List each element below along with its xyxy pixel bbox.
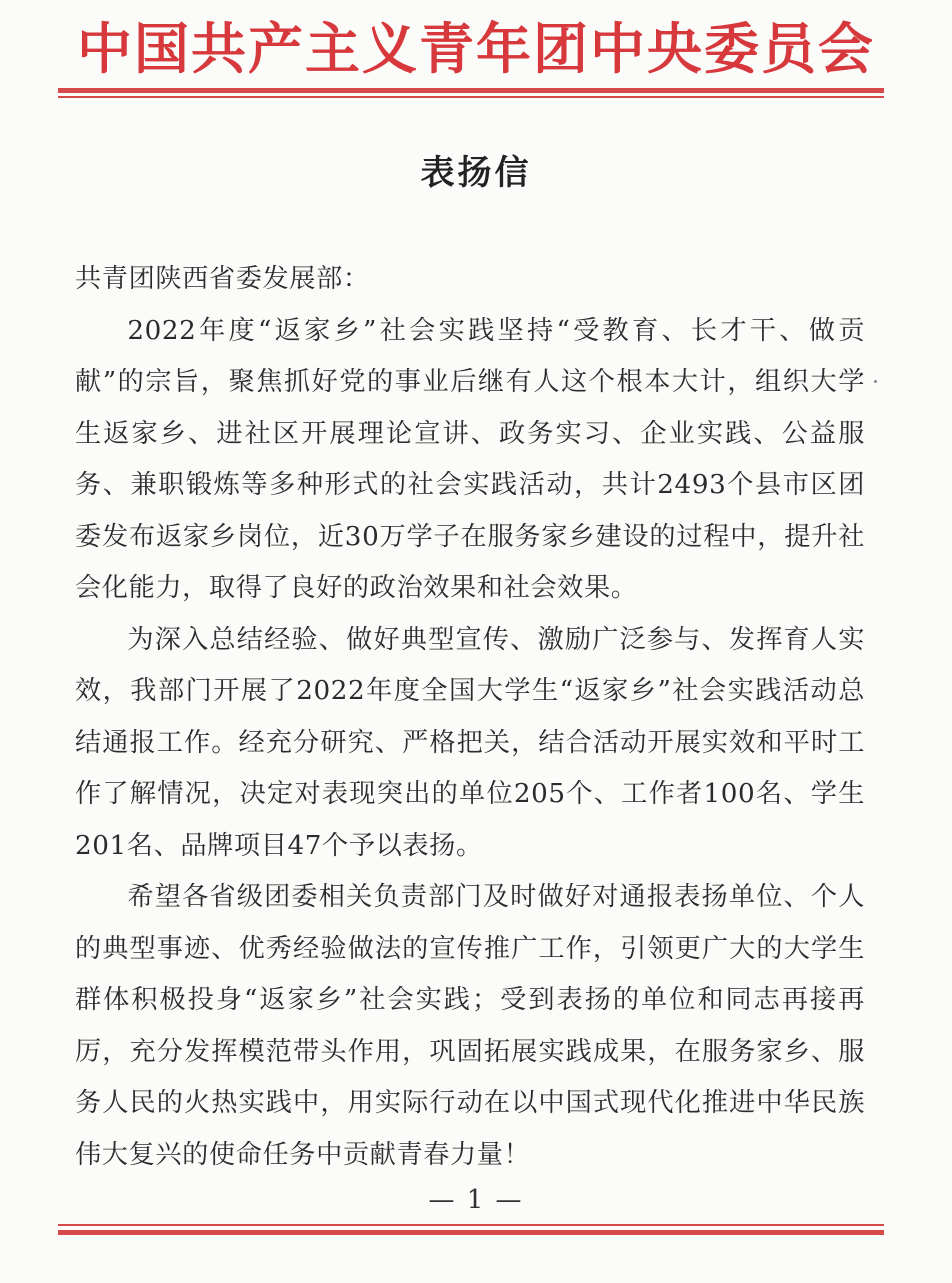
salutation: 共青团陕西省委发展部： bbox=[75, 264, 370, 294]
paragraph-1: 2022年度“返家乡”社会实践坚持“受教育、长才干、做贡献”的宗旨，聚焦抓好党的事业后继有人这个根本大计，组织大学生返家乡、进社区开展理论宣讲、政务实习、企业实践、公益服务、兼职锻炼等多种形式的社会实践活动，共计2493个县市区团委发布返家乡岗位，近30万学子在服务家乡建设的过程中，提升社会化能力，取得了良好的政治效果和社会效果。 bbox=[75, 315, 865, 603]
letter-body bbox=[75, 254, 865, 1181]
footer-rule-thick bbox=[58, 1230, 884, 1235]
header-rule-thick bbox=[58, 88, 884, 93]
organization-header: 中国共产主义青年团中央委员会 bbox=[76, 16, 875, 81]
document-title: 表扬信 bbox=[420, 153, 532, 193]
page-number: — 1 — bbox=[428, 1185, 524, 1215]
paragraph-3: 希望各省级团委相关负责部门及时做好对通报表扬单位、个人的典型事迹、优秀经验做法的宣传推广工作，引领更广大的大学生群体积极投身“返家乡”社会实践；受到表扬的单位和同志再接再厉，充分发挥模范带头作用，巩固拓展实践成果，在服务家乡、服务人民的火热实践中，用实际行动在以中国式现代化推进中华民族伟大复兴的使命任务中贡献青春力量！ bbox=[75, 882, 865, 1170]
paragraph-2: 为深入总结经验、做好典型宣传、激励广泛参与、发挥育人实效，我部门开展了2022年度全国大学生“返家乡”社会实践活动总结通报工作。经充分研究、严格把关，结合活动开展实效和平时工作了解情况，决定对表现突出的单位205个、工作者100名、学生201名、品牌项目47个予以表扬。 bbox=[75, 624, 865, 861]
scan-speck bbox=[874, 380, 877, 383]
footer-rule-thin bbox=[58, 1224, 884, 1226]
header-rule-thin bbox=[58, 96, 884, 98]
